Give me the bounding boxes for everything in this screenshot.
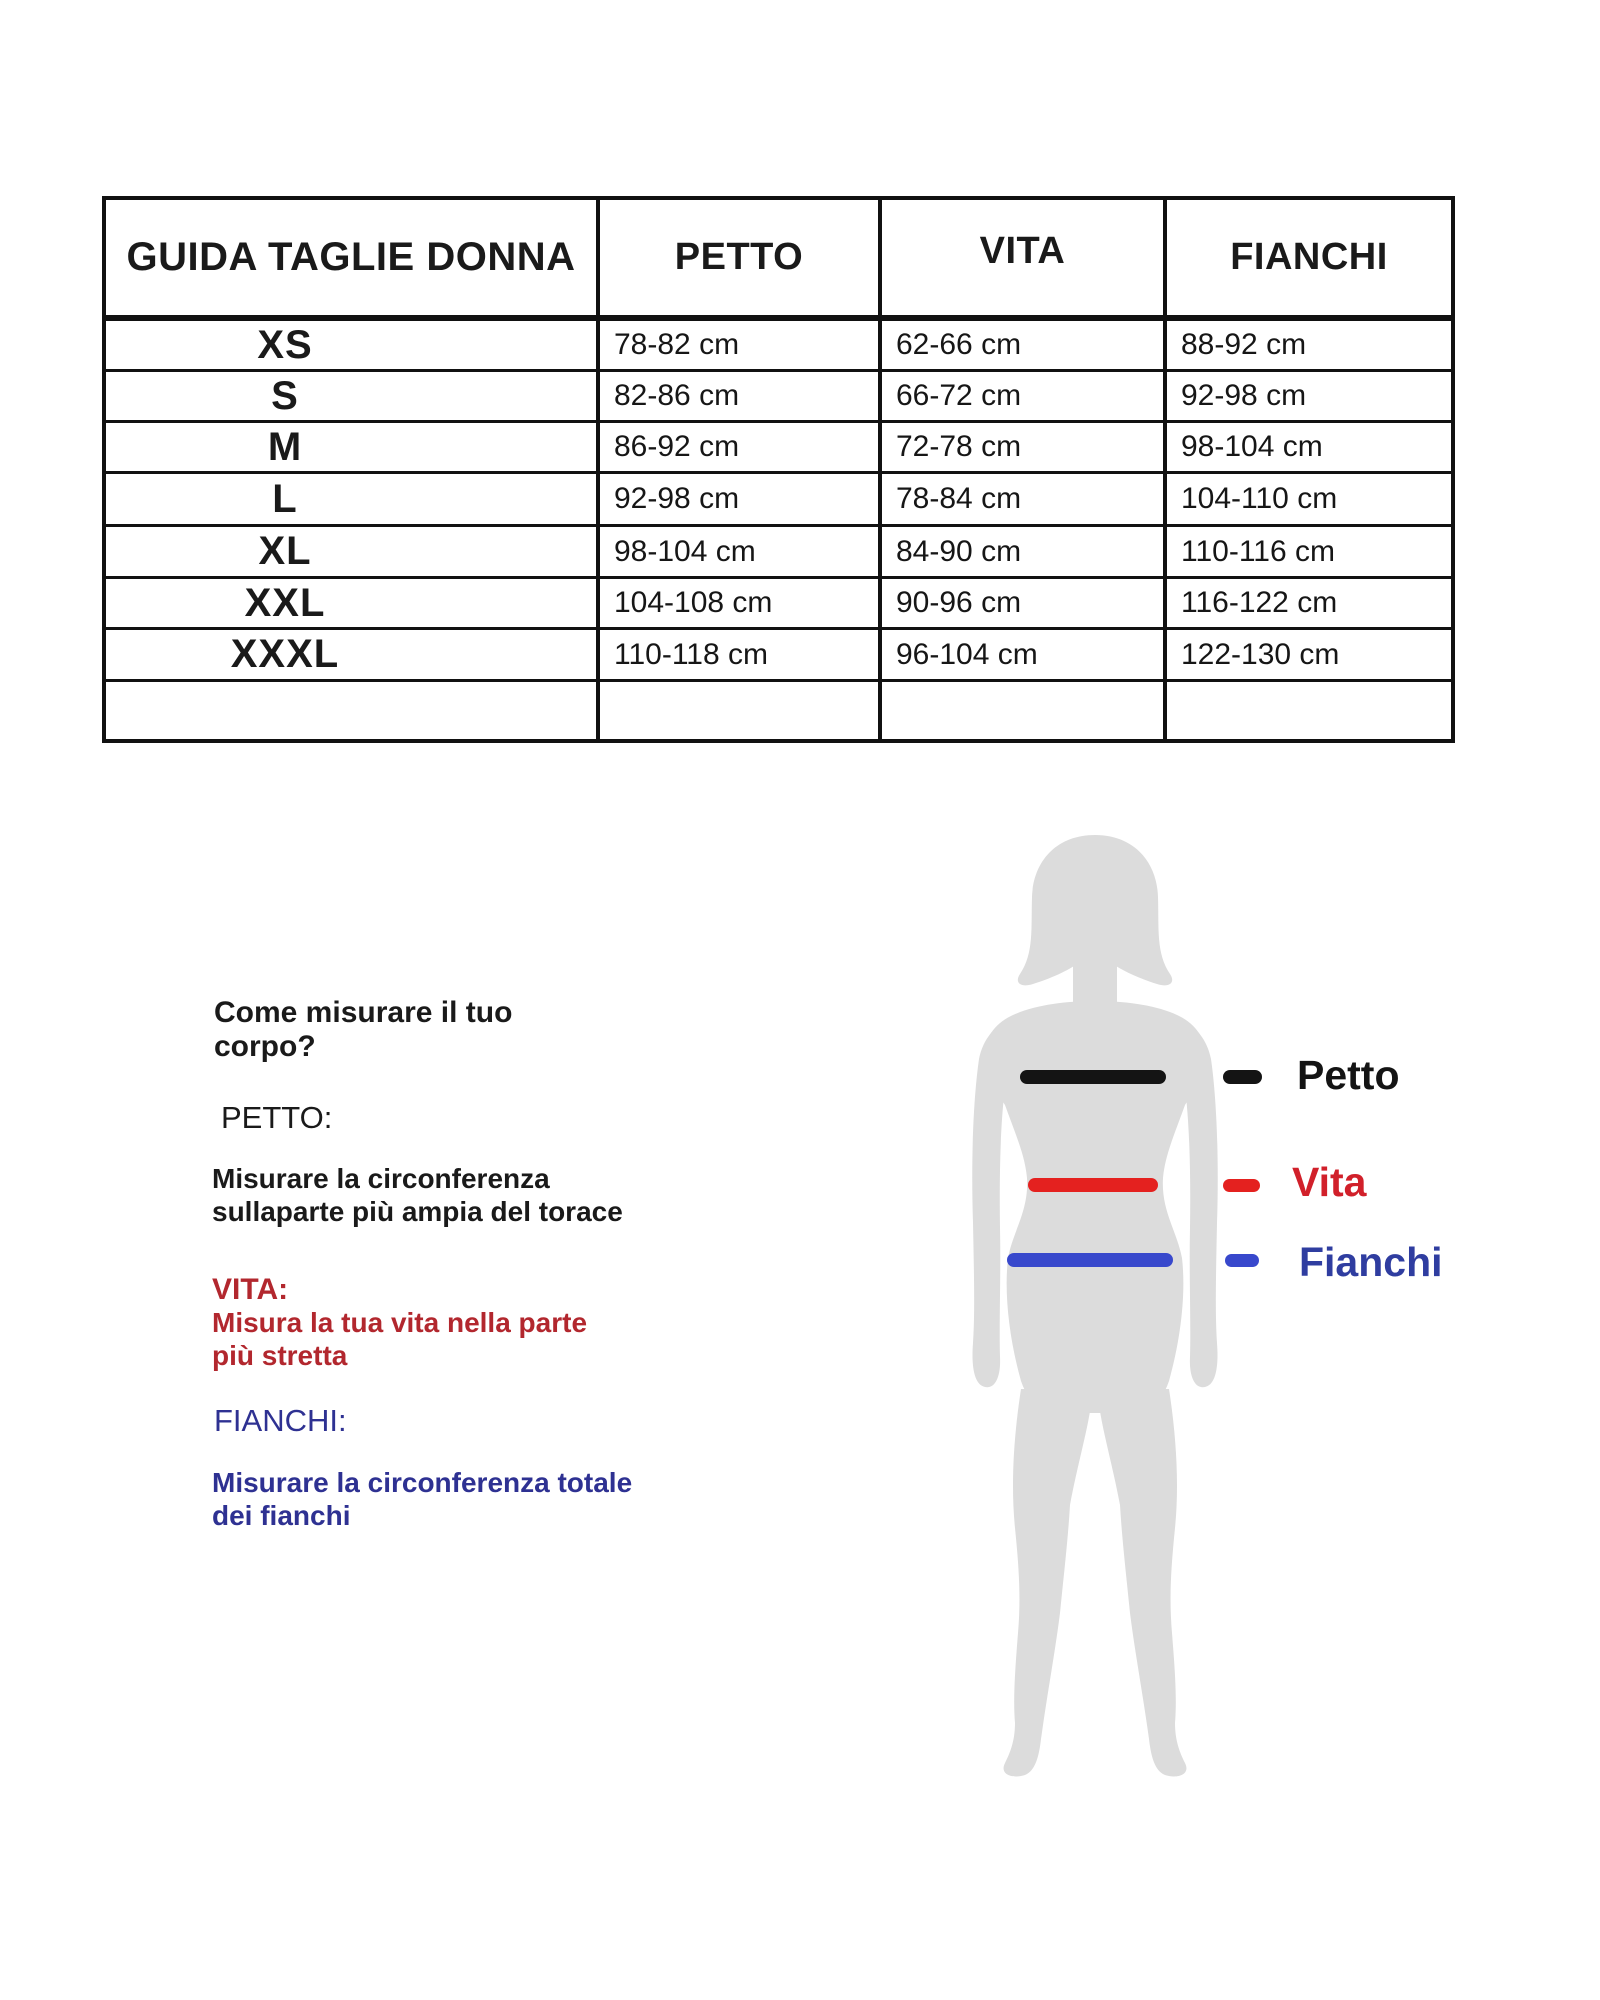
fianchi-section-description [212, 1466, 632, 1532]
table-header-fianchi: FIANCHI [1167, 200, 1451, 321]
petto-desc-line-2: sullaparte più ampia del torace [212, 1196, 623, 1227]
table-cell-petto: 110-118 cm [600, 630, 882, 682]
fianchi-legend-dash-icon [1225, 1254, 1259, 1267]
table-row-size: XL [106, 527, 600, 579]
table-cell-petto: 92-98 cm [600, 474, 882, 527]
table-cell-petto: 86-92 cm [600, 423, 882, 474]
fianchi-desc-line-2: dei fianchi [212, 1500, 351, 1531]
table-row-size: XS [106, 321, 600, 372]
table-cell-fianchi: 122-130 cm [1167, 630, 1451, 682]
petto-section-label: PETTO: [221, 1100, 333, 1135]
table-cell-fianchi-empty [1167, 682, 1451, 739]
table-cell-vita: 90-96 cm [882, 579, 1167, 630]
table-cell-fianchi: 104-110 cm [1167, 474, 1451, 527]
silhouette-torso [983, 1001, 1207, 1413]
vita-section [212, 1273, 587, 1372]
table-row-size: M [106, 423, 600, 474]
fianchi-legend-label: Fianchi [1299, 1239, 1443, 1285]
table-cell-petto: 82-86 cm [600, 372, 882, 423]
fianchi-desc-line-1: Misurare la circonferenza totale [212, 1467, 633, 1498]
vita-desc-line-2: più stretta [212, 1340, 348, 1371]
table-row-size: XXXL [106, 630, 600, 682]
table-header-vita-label: VITA [979, 230, 1066, 272]
table-cell-fianchi: 88-92 cm [1167, 321, 1451, 372]
how-to-measure-title [214, 996, 512, 1064]
table-header-petto: PETTO [600, 200, 882, 321]
table-cell-vita: 66-72 cm [882, 372, 1167, 423]
title-line-1: Come misurare il tuo [214, 996, 513, 1029]
petto-legend-label: Petto [1297, 1052, 1400, 1098]
table-cell-fianchi: 116-122 cm [1167, 579, 1451, 630]
table-cell-petto: 104-108 cm [600, 579, 882, 630]
table-cell-vita: 78-84 cm [882, 474, 1167, 527]
silhouette-left-leg [1004, 1389, 1093, 1777]
silhouette-right-leg [1097, 1389, 1186, 1777]
table-header-vita [882, 200, 1167, 321]
vita-measure-bar [1028, 1178, 1158, 1192]
table-cell-fianchi: 110-116 cm [1167, 527, 1451, 579]
fianchi-measure-bar [1007, 1253, 1173, 1267]
petto-section-description [212, 1162, 623, 1228]
table-cell-petto-empty [600, 682, 882, 739]
table-cell-vita-empty [882, 682, 1167, 739]
petto-desc-line-1: Misurare la circonferenza [212, 1163, 550, 1194]
table-cell-fianchi: 92-98 cm [1167, 372, 1451, 423]
table-cell-petto: 78-82 cm [600, 321, 882, 372]
vita-legend-label: Vita [1292, 1159, 1367, 1205]
vita-legend-dash-icon [1223, 1179, 1260, 1192]
fianchi-section-label: FIANCHI: [214, 1403, 347, 1438]
vita-section-label: VITA: [212, 1273, 289, 1306]
petto-measure-bar [1020, 1070, 1166, 1084]
table-cell-vita: 72-78 cm [882, 423, 1167, 474]
silhouette-left-arm [972, 1017, 1013, 1387]
table-cell-vita: 84-90 cm [882, 527, 1167, 579]
table-row-size: S [106, 372, 600, 423]
vita-desc-line-1: Misura la tua vita nella parte [212, 1307, 588, 1338]
female-silhouette [915, 833, 1275, 1778]
table-row-size: L [106, 474, 600, 527]
table-row-size: XXL [106, 579, 600, 630]
title-line-2: corpo? [214, 1030, 316, 1063]
table-header-guide: GUIDA TAGLIE DONNA [106, 200, 600, 321]
table-cell-fianchi: 98-104 cm [1167, 423, 1451, 474]
petto-legend-dash-icon [1223, 1070, 1262, 1084]
table-cell-vita: 96-104 cm [882, 630, 1167, 682]
table-row-size-empty [106, 682, 600, 739]
silhouette-right-arm [1177, 1017, 1218, 1387]
size-guide-table [102, 196, 1455, 743]
table-cell-vita: 62-66 cm [882, 321, 1167, 372]
table-cell-petto: 98-104 cm [600, 527, 882, 579]
